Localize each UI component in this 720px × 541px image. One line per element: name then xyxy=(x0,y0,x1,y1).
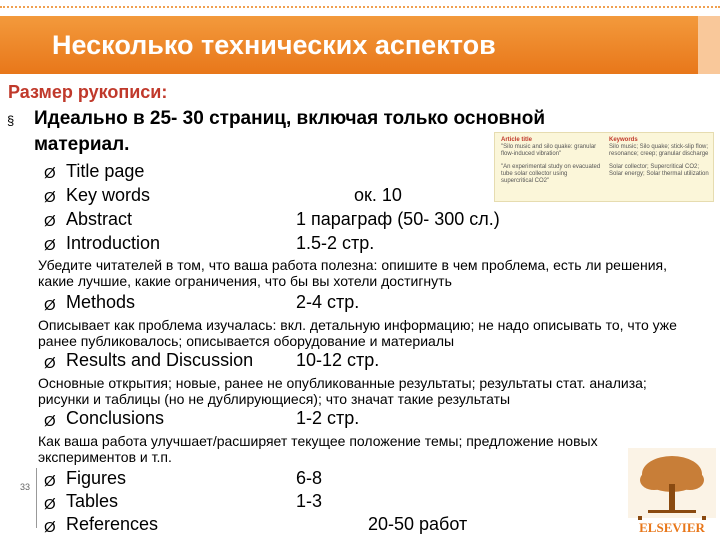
title-bar xyxy=(0,16,720,74)
thumb-col1-header: Article title xyxy=(501,137,533,143)
section-methods: Methods xyxy=(66,292,136,312)
section-abstract-value: 1 параграф (50- 300 сл.) xyxy=(296,209,500,229)
title-bar-edge xyxy=(698,16,720,74)
arrow-bullet-icon: Ø xyxy=(44,165,56,182)
section-key-words-value: ок. 10 xyxy=(354,185,402,205)
section-references-value: 20-50 работ xyxy=(368,514,468,534)
section-results-value: 10-12 стр. xyxy=(296,350,380,370)
section-references: References xyxy=(66,514,159,534)
main-bullet-line1: Идеально в 25- 30 страниц, включая только основной xyxy=(34,108,545,129)
section-conclusions: Conclusions xyxy=(66,408,165,428)
logo-text: ELSEVIER xyxy=(639,520,705,535)
subtitle: Размер рукописи: xyxy=(8,82,168,102)
thumb-col2-a: Silo music; Silo quake; stick-slip flow; resonance; creep; granular discharge xyxy=(609,144,709,157)
arrow-bullet-icon: Ø xyxy=(44,297,56,314)
arrow-bullet-icon: Ø xyxy=(44,189,56,206)
section-figures-value: 6-8 xyxy=(296,468,323,488)
thumb-col1-a: "Silo music and silo quake: granular flow-induced vibration" xyxy=(501,144,597,157)
note-introduction: Убедите читателей в том, что ваша работа полезна: опишите в чем проблема, есть ли решения, какие лучшие, какие ограничения, что бы вы хотели достигнуть xyxy=(38,257,667,289)
arrow-bullet-icon: Ø xyxy=(44,473,56,490)
arrow-bullet-icon: Ø xyxy=(44,496,56,513)
section-key-words: Key words xyxy=(66,185,151,205)
keywords-example-thumbnail xyxy=(494,132,714,202)
elsevier-logo xyxy=(628,448,716,536)
main-bullet-line2: материал. xyxy=(34,134,130,155)
section-abstract: Abstract xyxy=(66,209,133,229)
top-dotted-rule xyxy=(0,0,720,8)
section-figures: Figures xyxy=(66,468,127,488)
section-tables: Tables xyxy=(66,491,119,511)
footer-divider xyxy=(36,468,37,528)
slide-title: Несколько технических аспектов xyxy=(52,30,496,60)
section-results-discussion: Results and Discussion xyxy=(66,350,254,370)
square-bullet-icon: § xyxy=(7,113,15,128)
thumb-col2-b: Solar collector; Supercritical CO2; Solar energy; Solar thermal utilization xyxy=(609,164,709,177)
section-tables-value: 1-3 xyxy=(296,491,323,511)
arrow-bullet-icon: Ø xyxy=(44,519,56,536)
arrow-bullet-icon: Ø xyxy=(44,213,56,230)
thumb-col1-b: "An experimental study on evacuated tube solar collector using supercritical CO2" xyxy=(501,164,601,184)
page-number: 33 xyxy=(20,482,31,492)
section-methods-value: 2-4 стр. xyxy=(296,292,360,312)
note-methods: Описывает как проблема изучалась: вкл. детальную информацию; не надо описывать то, что уже ранее публиковалось; описывается оборудование и материалы xyxy=(38,317,677,349)
arrow-bullet-icon: Ø xyxy=(44,237,56,254)
section-introduction: Introduction xyxy=(66,233,161,253)
arrow-bullet-icon: Ø xyxy=(44,355,56,372)
thumb-col2-header: Keywords xyxy=(609,137,638,143)
note-conclusions: Как ваша работа улучшает/расширяет текущее положение темы; предложение новых экспериментов и т.п. xyxy=(38,433,598,465)
note-results: Основные открытия; новые, ранее не опубликованные результаты; результаты стат. анализа; рисунки и таблицы (но не дублирующиеся); что значат такие результаты xyxy=(38,375,647,407)
arrow-bullet-icon: Ø xyxy=(44,413,56,430)
section-conclusions-value: 1-2 стр. xyxy=(296,408,360,428)
section-introduction-value: 1.5-2 стр. xyxy=(296,233,375,253)
section-title-page: Title page xyxy=(66,161,145,181)
